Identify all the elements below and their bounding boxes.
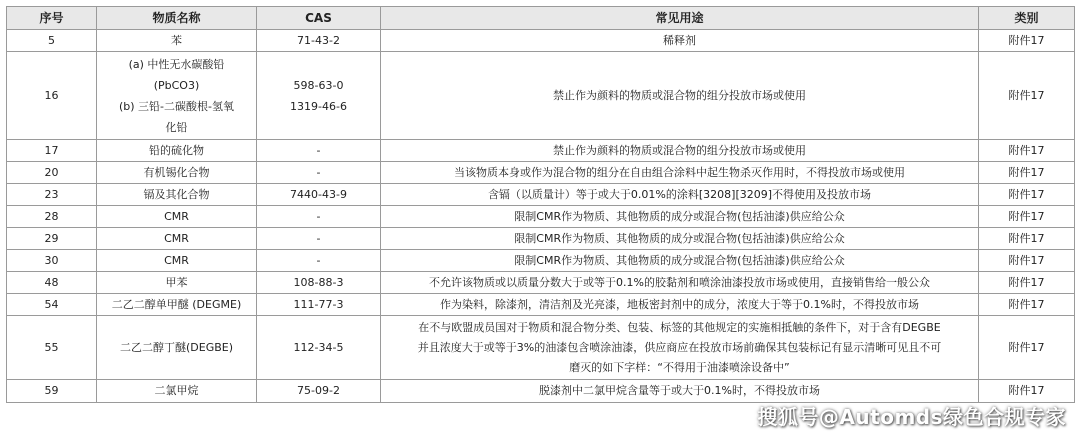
cell-name: CMR — [97, 228, 257, 250]
cell-name: CMR — [97, 250, 257, 272]
table-row — [7, 162, 1075, 184]
table-row — [7, 140, 1075, 162]
cell-no: 28 — [7, 206, 97, 228]
cell-cas: 7440-43-9 — [257, 184, 381, 206]
cell-category: 附件17 — [979, 162, 1075, 184]
table-row — [7, 30, 1075, 52]
cell-no: 48 — [7, 272, 97, 294]
cell-use: 脱漆剂中二氯甲烷含量等于或大于0.1%时，不得投放市场 — [381, 380, 979, 403]
cell-cas: 112-34-5 — [257, 316, 381, 380]
cell-no: 54 — [7, 294, 97, 316]
cell-cas: 111-77-3 — [257, 294, 381, 316]
cell-use: 当该物质本身或作为混合物的组分在自由组合涂料中起生物杀灭作用时，不得投放市场或使用 — [381, 162, 979, 184]
table-row — [7, 316, 1075, 380]
cell-no: 16 — [7, 52, 97, 140]
use-line: 磨灭的如下字样：“不得用于油漆喷涂设备中” — [569, 360, 790, 374]
table-row — [7, 380, 1075, 403]
use-line: 在不与欧盟成员国对于物质和混合物分类、包装、标签的其他规定的实施相抵触的条件下，对于含有DEGBE — [418, 320, 941, 334]
cell-category: 附件17 — [979, 250, 1075, 272]
table-row — [7, 206, 1075, 228]
table-row — [7, 294, 1075, 316]
cell-no: 17 — [7, 140, 97, 162]
cell-category: 附件17 — [979, 228, 1075, 250]
name-line: (b) 三铅-二碳酸根-氢氧 — [119, 99, 234, 113]
cell-use: 不允许该物质或以质量分数大于或等于0.1%的胶黏剂和喷涂油漆投放市场或使用，直接销售给一般公众 — [381, 272, 979, 294]
table-row — [7, 184, 1075, 206]
cell-cas: - — [257, 250, 381, 272]
cell-category: 附件17 — [979, 316, 1075, 380]
header-cas: CAS — [257, 7, 381, 30]
substance-table — [6, 6, 1075, 403]
table-header-row — [7, 7, 1075, 30]
header-no: 序号 — [7, 7, 97, 30]
header-category: 类别 — [979, 7, 1075, 30]
cell-cas: - — [257, 206, 381, 228]
cell-category: 附件17 — [979, 140, 1075, 162]
cell-name: 二乙二醇丁醚(DEGBE) — [97, 316, 257, 380]
name-line: (PbCO3) — [153, 78, 200, 92]
header-use: 常见用途 — [381, 7, 979, 30]
cell-category: 附件17 — [979, 52, 1075, 140]
cell-name: 镉及其化合物 — [97, 184, 257, 206]
cell-no: 20 — [7, 162, 97, 184]
cell-cas: - — [257, 140, 381, 162]
cell-use: 作为染料，除漆剂，清洁剂及光亮漆，地板密封剂中的成分，浓度大于等于0.1%时，不得投放市场 — [381, 294, 979, 316]
cell-no: 23 — [7, 184, 97, 206]
name-line: 化铅 — [165, 120, 188, 134]
use-line: 并且浓度大于或等于3%的油漆包含喷涂油漆，供应商应在投放市场前确保其包装标记有显示清晰可见且不可 — [417, 340, 942, 354]
cell-no: 5 — [7, 30, 97, 52]
cell-cas: 108-88-3 — [257, 272, 381, 294]
cell-cas: 75-09-2 — [257, 380, 381, 403]
cell-use: 限制CMR作为物质、其他物质的成分或混合物(包括油漆)供应给公众 — [381, 206, 979, 228]
cell-use: 含镉（以质量计）等于或大于0.01%的涂料[3208][3209]不得使用及投放市场 — [381, 184, 979, 206]
cell-cas: - — [257, 162, 381, 184]
table-row — [7, 52, 1075, 140]
cell-use — [381, 316, 979, 380]
cell-name: 有机锡化合物 — [97, 162, 257, 184]
cell-category: 附件17 — [979, 294, 1075, 316]
cas-line: 598-63-0 — [293, 78, 344, 92]
table-row — [7, 272, 1075, 294]
cell-name: 甲苯 — [97, 272, 257, 294]
cell-category: 附件17 — [979, 184, 1075, 206]
cell-name: 二氯甲烷 — [97, 380, 257, 403]
cell-cas — [257, 52, 381, 140]
cell-category: 附件17 — [979, 380, 1075, 403]
table-row — [7, 228, 1075, 250]
cell-use: 禁止作为颜料的物质或混合物的组分投放市场或使用 — [381, 140, 979, 162]
cell-name: 苯 — [97, 30, 257, 52]
cell-no: 29 — [7, 228, 97, 250]
cell-name: 铅的硫化物 — [97, 140, 257, 162]
cell-use: 限制CMR作为物质、其他物质的成分或混合物(包括油漆)供应给公众 — [381, 228, 979, 250]
cell-use: 限制CMR作为物质、其他物质的成分或混合物(包括油漆)供应给公众 — [381, 250, 979, 272]
cell-category: 附件17 — [979, 272, 1075, 294]
cell-use: 禁止作为颜料的物质或混合物的组分投放市场或使用 — [381, 52, 979, 140]
cell-category: 附件17 — [979, 206, 1075, 228]
watermark: 搜狐号@Automds绿色合规专家 — [757, 405, 1066, 429]
header-name: 物质名称 — [97, 7, 257, 30]
cell-category: 附件17 — [979, 30, 1075, 52]
cell-no: 55 — [7, 316, 97, 380]
name-line: (a) 中性无水碳酸铅 — [128, 57, 225, 71]
cell-cas: 71-43-2 — [257, 30, 381, 52]
cell-name: 二乙二醇单甲醚 (DEGME) — [97, 294, 257, 316]
cell-use: 稀释剂 — [381, 30, 979, 52]
cell-cas: - — [257, 228, 381, 250]
cas-line: 1319-46-6 — [290, 99, 347, 113]
cell-no: 30 — [7, 250, 97, 272]
table-row — [7, 250, 1075, 272]
cell-name — [97, 52, 257, 140]
cell-name: CMR — [97, 206, 257, 228]
cell-no: 59 — [7, 380, 97, 403]
